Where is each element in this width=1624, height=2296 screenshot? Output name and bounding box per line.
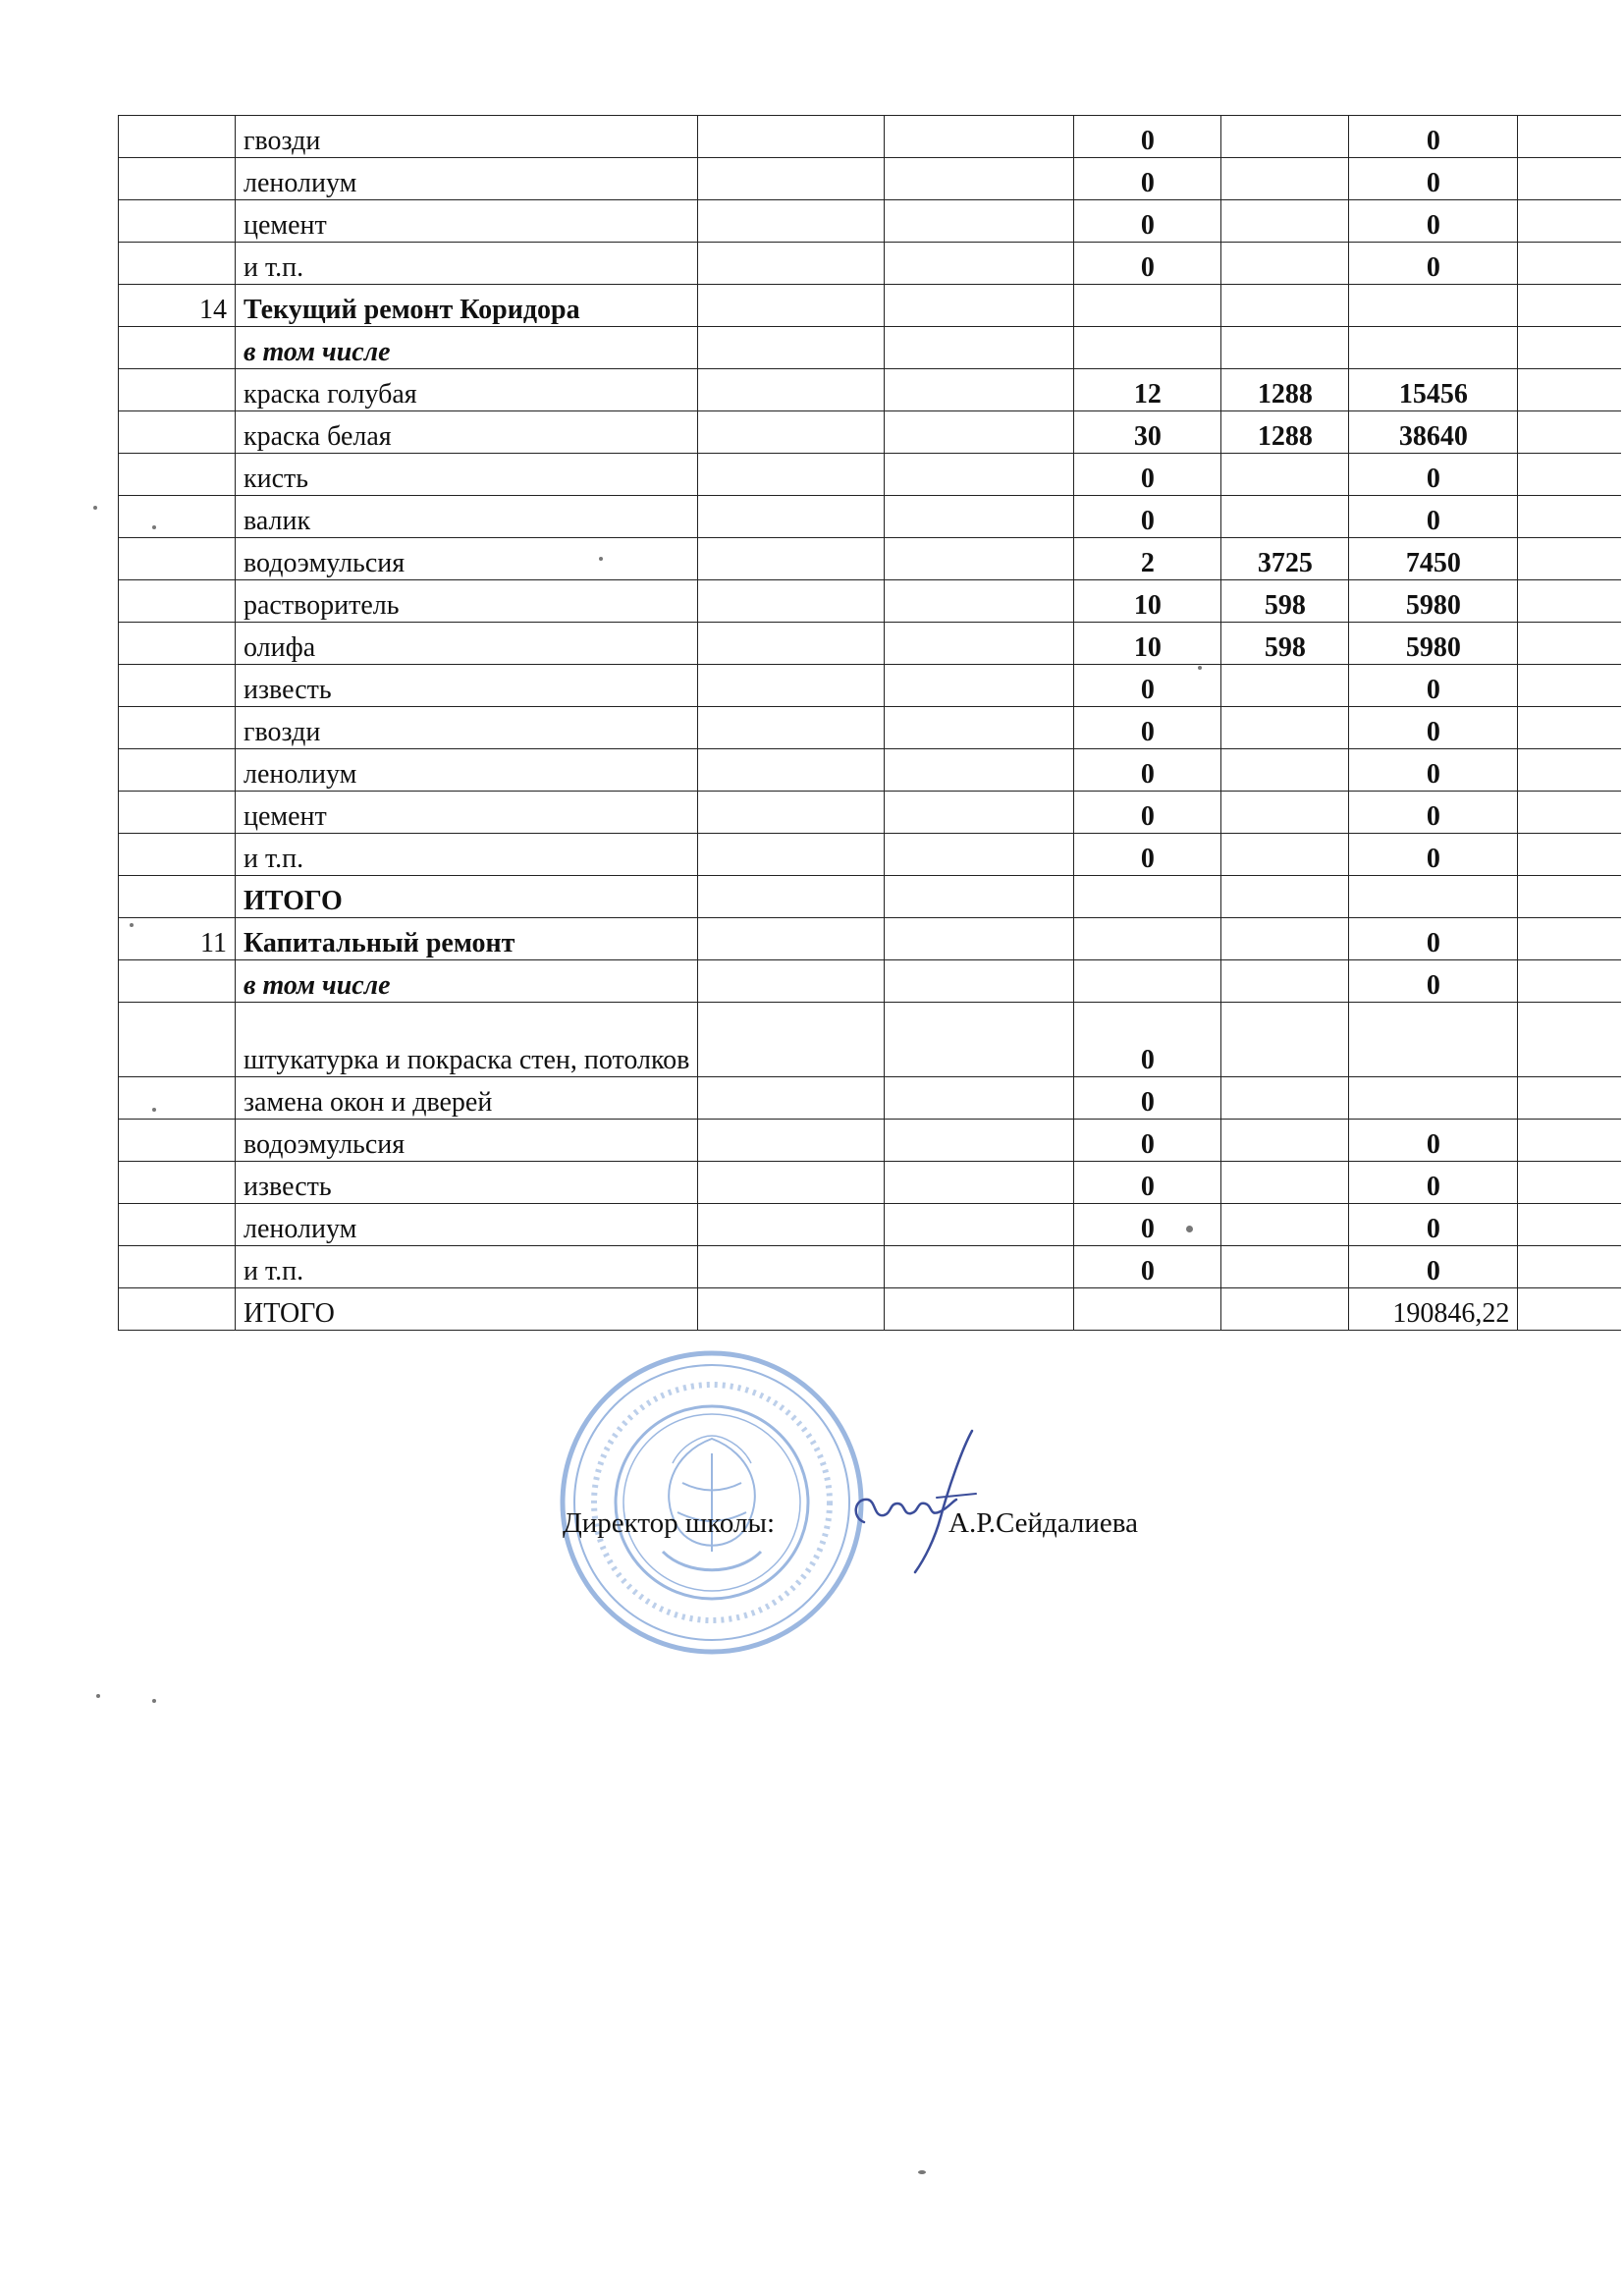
empty-cell <box>698 411 885 454</box>
budget-table-body <box>119 116 1621 1331</box>
sum-cell: 0 <box>1349 243 1518 285</box>
quantity-cell: 0 <box>1074 1246 1221 1288</box>
empty-cell <box>698 960 885 1003</box>
empty-cell <box>885 960 1074 1003</box>
sum-cell: 0 <box>1349 1204 1518 1246</box>
quantity-cell: 0 <box>1074 1204 1221 1246</box>
signatory-role: Директор школы: <box>563 1507 775 1539</box>
row-number-cell <box>119 496 236 538</box>
empty-cell <box>698 116 885 158</box>
scan-speck <box>599 557 603 561</box>
item-name-cell: водоэмульсия <box>236 1120 698 1162</box>
row-number-cell <box>119 158 236 200</box>
quantity-cell: 0 <box>1074 749 1221 792</box>
row-number-cell <box>119 1120 236 1162</box>
empty-cell <box>885 1120 1074 1162</box>
sum-cell: 0 <box>1349 1246 1518 1288</box>
quantity-cell: 10 <box>1074 623 1221 665</box>
unit-price-cell <box>1221 158 1349 200</box>
table-row <box>119 580 1621 623</box>
quantity-cell: 0 <box>1074 834 1221 876</box>
unit-price-cell <box>1221 243 1349 285</box>
table-row <box>119 960 1621 1003</box>
empty-cell <box>885 749 1074 792</box>
unit-price-cell <box>1221 665 1349 707</box>
empty-cell <box>698 918 885 960</box>
unit-price-cell: 1288 <box>1221 369 1349 411</box>
item-name-cell: в том числе <box>236 327 698 369</box>
empty-cell <box>885 496 1074 538</box>
item-name-cell: краска белая <box>236 411 698 454</box>
trailing-empty-cell <box>1518 792 1621 834</box>
empty-cell <box>885 623 1074 665</box>
sum-cell: 0 <box>1349 116 1518 158</box>
sum-cell: 38640 <box>1349 411 1518 454</box>
empty-cell <box>698 749 885 792</box>
item-name-cell: замена окон и дверей <box>236 1077 698 1120</box>
unit-price-cell <box>1221 792 1349 834</box>
scan-speck <box>96 1694 100 1698</box>
unit-price-cell: 598 <box>1221 580 1349 623</box>
trailing-empty-cell <box>1518 1288 1621 1331</box>
empty-cell <box>698 876 885 918</box>
sum-cell <box>1349 876 1518 918</box>
scan-speck <box>130 923 134 927</box>
trailing-empty-cell <box>1518 411 1621 454</box>
trailing-empty-cell <box>1518 918 1621 960</box>
table-row <box>119 918 1621 960</box>
trailing-empty-cell <box>1518 538 1621 580</box>
item-name-cell: Текущий ремонт Коридора <box>236 285 698 327</box>
trailing-empty-cell <box>1518 665 1621 707</box>
table-row <box>119 116 1621 158</box>
table-row <box>119 1077 1621 1120</box>
trailing-empty-cell <box>1518 243 1621 285</box>
trailing-empty-cell <box>1518 749 1621 792</box>
table-row <box>119 285 1621 327</box>
trailing-empty-cell <box>1518 200 1621 243</box>
table-row <box>119 792 1621 834</box>
empty-cell <box>698 1162 885 1204</box>
quantity-cell: 0 <box>1074 1003 1221 1077</box>
table-row <box>119 1162 1621 1204</box>
unit-price-cell <box>1221 327 1349 369</box>
empty-cell <box>885 918 1074 960</box>
sum-cell: 0 <box>1349 749 1518 792</box>
empty-cell <box>698 623 885 665</box>
quantity-cell: 0 <box>1074 707 1221 749</box>
sum-cell: 0 <box>1349 918 1518 960</box>
scan-speck <box>93 506 97 510</box>
item-name-cell: штукатурка и покраска стен, потолков <box>236 1003 698 1077</box>
row-number-cell <box>119 1003 236 1077</box>
sum-cell: 0 <box>1349 707 1518 749</box>
quantity-cell: 0 <box>1074 1162 1221 1204</box>
row-number-cell <box>119 327 236 369</box>
row-number-cell <box>119 749 236 792</box>
scan-speck <box>152 1108 156 1112</box>
empty-cell <box>885 1246 1074 1288</box>
row-number-cell <box>119 960 236 1003</box>
school-seal-stamp <box>555 1345 869 1660</box>
empty-cell <box>885 580 1074 623</box>
empty-cell <box>885 285 1074 327</box>
unit-price-cell <box>1221 1162 1349 1204</box>
table-row <box>119 200 1621 243</box>
empty-cell <box>885 158 1074 200</box>
sum-cell: 0 <box>1349 792 1518 834</box>
unit-price-cell <box>1221 496 1349 538</box>
row-number-cell <box>119 1077 236 1120</box>
scan-speck <box>1198 666 1202 670</box>
item-name-cell: и т.п. <box>236 834 698 876</box>
empty-cell <box>698 496 885 538</box>
table-row <box>119 1120 1621 1162</box>
table-row <box>119 327 1621 369</box>
empty-cell <box>698 834 885 876</box>
row-number-cell <box>119 792 236 834</box>
table-row <box>119 834 1621 876</box>
unit-price-cell: 1288 <box>1221 411 1349 454</box>
item-name-cell: валик <box>236 496 698 538</box>
quantity-cell: 0 <box>1074 665 1221 707</box>
quantity-cell: 0 <box>1074 1077 1221 1120</box>
row-number-cell <box>119 369 236 411</box>
unit-price-cell <box>1221 707 1349 749</box>
item-name-cell: и т.п. <box>236 243 698 285</box>
unit-price-cell <box>1221 876 1349 918</box>
row-number-cell <box>119 243 236 285</box>
unit-price-cell <box>1221 1077 1349 1120</box>
empty-cell <box>885 1003 1074 1077</box>
unit-price-cell: 3725 <box>1221 538 1349 580</box>
empty-cell <box>885 834 1074 876</box>
row-number-cell <box>119 665 236 707</box>
item-name-cell: Капитальный ремонт <box>236 918 698 960</box>
empty-cell <box>698 243 885 285</box>
empty-cell <box>698 1003 885 1077</box>
quantity-cell: 12 <box>1074 369 1221 411</box>
empty-cell <box>885 369 1074 411</box>
empty-cell <box>698 1120 885 1162</box>
unit-price-cell <box>1221 749 1349 792</box>
empty-cell <box>885 1204 1074 1246</box>
item-name-cell: ленолиум <box>236 158 698 200</box>
sum-cell <box>1349 285 1518 327</box>
quantity-cell <box>1074 327 1221 369</box>
row-number-cell <box>119 454 236 496</box>
row-number-cell <box>119 1204 236 1246</box>
sum-cell <box>1349 1003 1518 1077</box>
sum-cell <box>1349 327 1518 369</box>
trailing-empty-cell <box>1518 1246 1621 1288</box>
sum-cell: 15456 <box>1349 369 1518 411</box>
sum-cell: 0 <box>1349 834 1518 876</box>
trailing-empty-cell <box>1518 369 1621 411</box>
quantity-cell: 0 <box>1074 792 1221 834</box>
sum-cell: 0 <box>1349 200 1518 243</box>
quantity-cell: 0 <box>1074 496 1221 538</box>
item-name-cell: ИТОГО <box>236 876 698 918</box>
budget-table <box>118 115 1621 1331</box>
table-row <box>119 876 1621 918</box>
empty-cell <box>885 116 1074 158</box>
trailing-empty-cell <box>1518 876 1621 918</box>
table-row <box>119 623 1621 665</box>
item-name-cell: известь <box>236 665 698 707</box>
item-name-cell: ленолиум <box>236 1204 698 1246</box>
quantity-cell: 0 <box>1074 1120 1221 1162</box>
row-number-cell <box>119 538 236 580</box>
trailing-empty-cell <box>1518 1077 1621 1120</box>
empty-cell <box>698 1246 885 1288</box>
scan-speck <box>152 525 156 529</box>
item-name-cell: гвозди <box>236 116 698 158</box>
item-name-cell: цемент <box>236 200 698 243</box>
empty-cell <box>885 1288 1074 1331</box>
empty-cell <box>885 792 1074 834</box>
empty-cell <box>698 580 885 623</box>
quantity-cell: 0 <box>1074 454 1221 496</box>
table-row <box>119 369 1621 411</box>
trailing-empty-cell <box>1518 1120 1621 1162</box>
sum-cell: 190846,22 <box>1349 1288 1518 1331</box>
unit-price-cell <box>1221 285 1349 327</box>
item-name-cell: растворитель <box>236 580 698 623</box>
empty-cell <box>698 792 885 834</box>
row-number-cell <box>119 580 236 623</box>
quantity-cell: 2 <box>1074 538 1221 580</box>
empty-cell <box>698 707 885 749</box>
empty-cell <box>885 200 1074 243</box>
unit-price-cell <box>1221 1120 1349 1162</box>
sum-cell: 0 <box>1349 665 1518 707</box>
quantity-cell <box>1074 876 1221 918</box>
row-number-cell <box>119 1246 236 1288</box>
table-row <box>119 665 1621 707</box>
quantity-cell: 30 <box>1074 411 1221 454</box>
trailing-empty-cell <box>1518 285 1621 327</box>
item-name-cell: известь <box>236 1162 698 1204</box>
item-name-cell: гвозди <box>236 707 698 749</box>
trailing-empty-cell <box>1518 1204 1621 1246</box>
item-name-cell: олифа <box>236 623 698 665</box>
trailing-empty-cell <box>1518 454 1621 496</box>
trailing-empty-cell <box>1518 327 1621 369</box>
table-row <box>119 707 1621 749</box>
unit-price-cell <box>1221 1246 1349 1288</box>
quantity-cell: 10 <box>1074 580 1221 623</box>
table-row <box>119 454 1621 496</box>
trailing-empty-cell <box>1518 707 1621 749</box>
item-name-cell: и т.п. <box>236 1246 698 1288</box>
table-row <box>119 1246 1621 1288</box>
empty-cell <box>885 538 1074 580</box>
sum-cell: 0 <box>1349 496 1518 538</box>
empty-cell <box>885 1162 1074 1204</box>
empty-cell <box>698 665 885 707</box>
trailing-empty-cell <box>1518 623 1621 665</box>
table-row <box>119 1288 1621 1331</box>
sum-cell: 0 <box>1349 158 1518 200</box>
unit-price-cell <box>1221 454 1349 496</box>
empty-cell <box>698 1204 885 1246</box>
quantity-cell <box>1074 918 1221 960</box>
empty-cell <box>885 327 1074 369</box>
empty-cell <box>698 538 885 580</box>
table-row <box>119 158 1621 200</box>
trailing-empty-cell <box>1518 116 1621 158</box>
sum-cell: 7450 <box>1349 538 1518 580</box>
scan-speck <box>152 1699 156 1703</box>
unit-price-cell: 598 <box>1221 623 1349 665</box>
director-signature-image <box>846 1429 994 1576</box>
trailing-empty-cell <box>1518 1003 1621 1077</box>
empty-cell <box>885 707 1074 749</box>
table-row <box>119 243 1621 285</box>
empty-cell <box>885 454 1074 496</box>
sum-cell: 0 <box>1349 454 1518 496</box>
row-number-cell: 11 <box>119 918 236 960</box>
item-name-cell: краска голубая <box>236 369 698 411</box>
unit-price-cell <box>1221 960 1349 1003</box>
table-row <box>119 538 1621 580</box>
quantity-cell <box>1074 285 1221 327</box>
trailing-empty-cell <box>1518 158 1621 200</box>
scan-speck <box>918 2170 926 2174</box>
unit-price-cell <box>1221 918 1349 960</box>
unit-price-cell <box>1221 1288 1349 1331</box>
row-number-cell <box>119 411 236 454</box>
trailing-empty-cell <box>1518 960 1621 1003</box>
table-row <box>119 1003 1621 1077</box>
item-name-cell: цемент <box>236 792 698 834</box>
sum-cell: 0 <box>1349 960 1518 1003</box>
quantity-cell <box>1074 1288 1221 1331</box>
empty-cell <box>698 369 885 411</box>
empty-cell <box>885 1077 1074 1120</box>
table-row <box>119 411 1621 454</box>
row-number-cell <box>119 116 236 158</box>
sum-cell: 0 <box>1349 1120 1518 1162</box>
empty-cell <box>885 411 1074 454</box>
quantity-cell: 0 <box>1074 116 1221 158</box>
sum-cell <box>1349 1077 1518 1120</box>
quantity-cell: 0 <box>1074 158 1221 200</box>
row-number-cell <box>119 623 236 665</box>
signatory-name: А.Р.Сейдалиева <box>948 1507 1138 1539</box>
empty-cell <box>698 1077 885 1120</box>
empty-cell <box>885 665 1074 707</box>
item-name-cell: кисть <box>236 454 698 496</box>
empty-cell <box>698 285 885 327</box>
sum-cell: 5980 <box>1349 623 1518 665</box>
quantity-cell: 0 <box>1074 243 1221 285</box>
row-number-cell <box>119 200 236 243</box>
table-row <box>119 749 1621 792</box>
item-name-cell: водоэмульсия <box>236 538 698 580</box>
unit-price-cell <box>1221 834 1349 876</box>
row-number-cell <box>119 707 236 749</box>
empty-cell <box>698 327 885 369</box>
scan-speck <box>1186 1226 1193 1232</box>
unit-price-cell <box>1221 1003 1349 1077</box>
trailing-empty-cell <box>1518 834 1621 876</box>
empty-cell <box>698 200 885 243</box>
sum-cell: 0 <box>1349 1162 1518 1204</box>
sum-cell: 5980 <box>1349 580 1518 623</box>
empty-cell <box>698 454 885 496</box>
empty-cell <box>698 1288 885 1331</box>
item-name-cell: ленолиум <box>236 749 698 792</box>
row-number-cell <box>119 1162 236 1204</box>
row-number-cell <box>119 834 236 876</box>
unit-price-cell <box>1221 116 1349 158</box>
quantity-cell <box>1074 960 1221 1003</box>
table-row <box>119 1204 1621 1246</box>
trailing-empty-cell <box>1518 580 1621 623</box>
table-row <box>119 496 1621 538</box>
unit-price-cell <box>1221 200 1349 243</box>
unit-price-cell <box>1221 1204 1349 1246</box>
empty-cell <box>698 158 885 200</box>
row-number-cell: 14 <box>119 285 236 327</box>
trailing-empty-cell <box>1518 496 1621 538</box>
row-number-cell <box>119 1288 236 1331</box>
item-name-cell: в том числе <box>236 960 698 1003</box>
trailing-empty-cell <box>1518 1162 1621 1204</box>
empty-cell <box>885 876 1074 918</box>
quantity-cell: 0 <box>1074 200 1221 243</box>
item-name-cell: ИТОГО <box>236 1288 698 1331</box>
empty-cell <box>885 243 1074 285</box>
row-number-cell <box>119 876 236 918</box>
